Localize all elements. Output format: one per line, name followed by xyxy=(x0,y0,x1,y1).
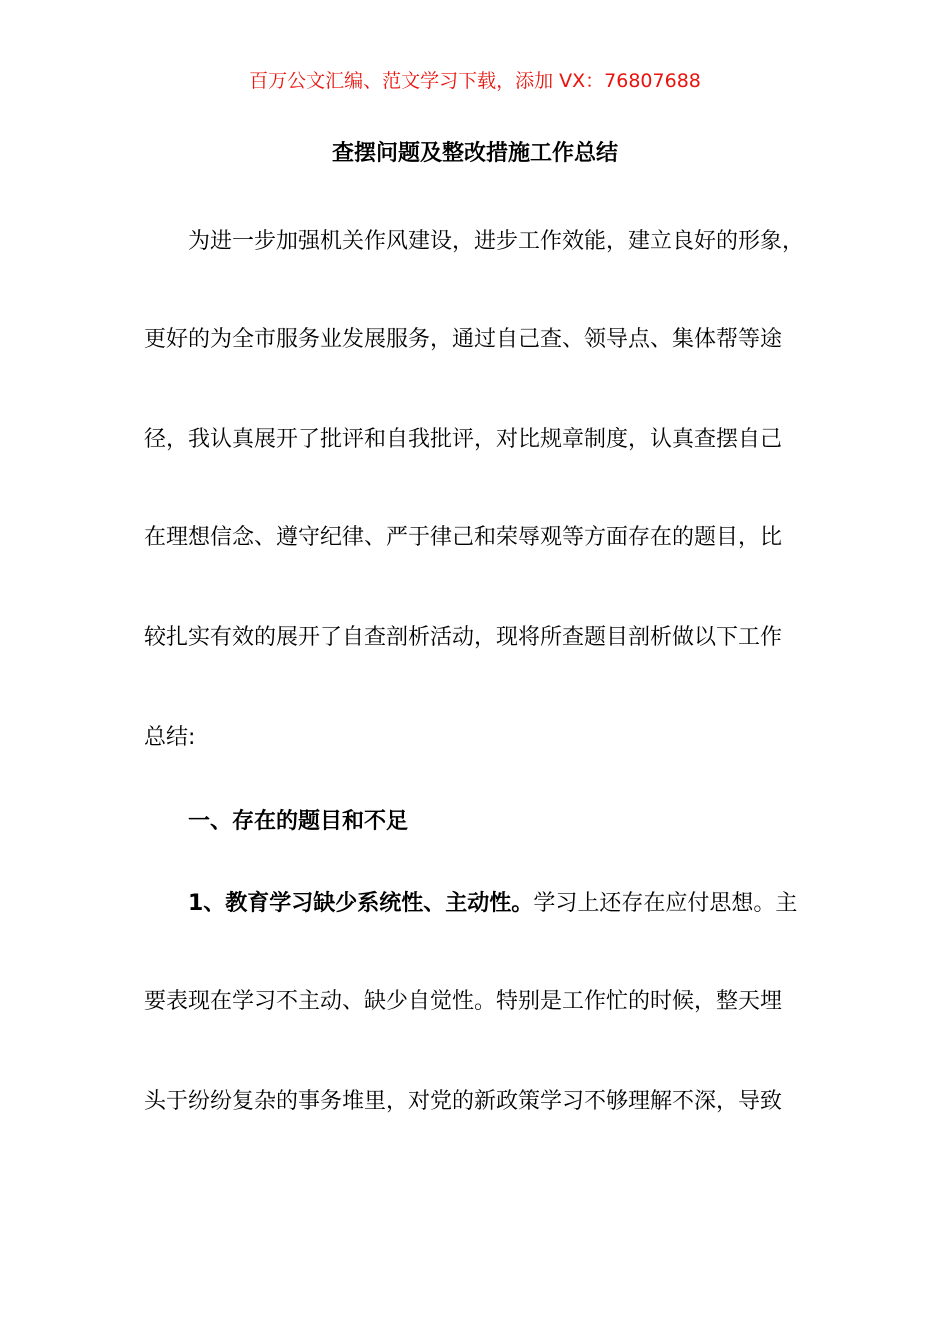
item-1-lead: 1、教育学习缺少系统性、主动性。 xyxy=(188,891,534,916)
paragraph-line: 要表现在学习不主动、缺少自觉性。特别是工作忙的时候，整天埋 xyxy=(144,989,783,1014)
paragraph-line: 径，我认真展开了批评和自我批评，对比规章制度，认真查摆自己 xyxy=(144,427,783,452)
document-title: 查摆问题及整改措施工作总结 xyxy=(331,141,618,166)
item-1-rest: 学习上还存在应付思想。主 xyxy=(533,891,798,916)
paragraph-line: 更好的为全市服务业发展服务，通过自己查、领导点、集体帮等途 xyxy=(144,327,783,352)
paragraph-line: 总结: xyxy=(144,725,196,750)
paragraph-line: 较扎实有效的展开了自查剖析活动，现将所查题目剖析做以下工作 xyxy=(144,625,783,650)
paragraph-line: 头于纷纷复杂的事务堆里，对党的新政策学习不够理解不深，导致 xyxy=(144,1089,783,1114)
paragraph-line: 为进一步加强机关作风建设，进步工作效能，建立良好的形象， xyxy=(188,229,805,254)
item-1-first-line xyxy=(188,884,868,924)
section-heading: 一、存在的题目和不足 xyxy=(188,809,409,834)
header-watermark-note: 百万公文汇编、范文学习下载，添加 VX：76807688 xyxy=(249,70,701,92)
paragraph-line: 在理想信念、遵守纪律、严于律己和荣辱观等方面存在的题目，比 xyxy=(144,525,783,550)
